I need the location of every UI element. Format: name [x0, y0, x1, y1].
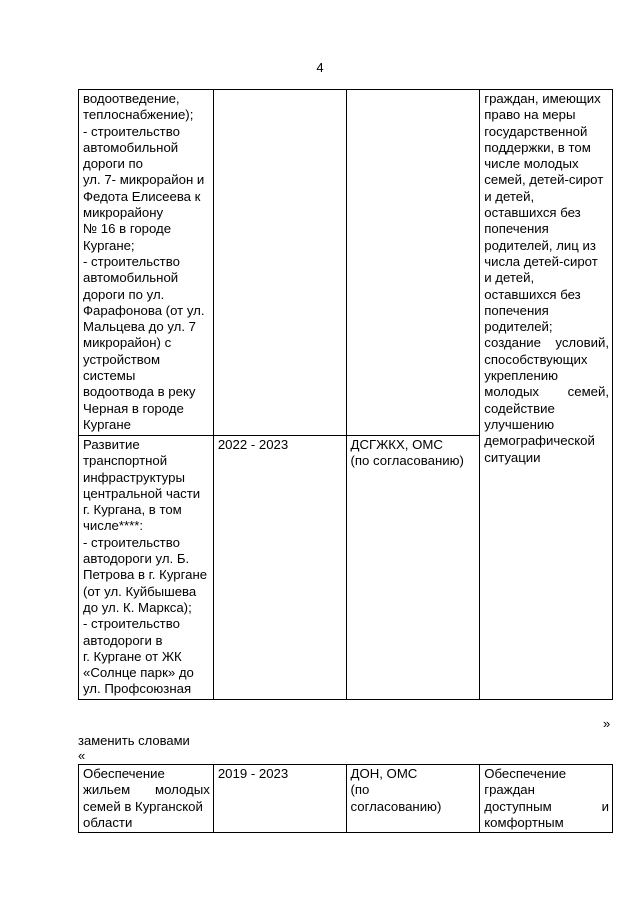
closing-quote: » [603, 716, 611, 731]
text-word: жильем [83, 782, 131, 798]
text-word: доступным [484, 798, 552, 814]
text-line: «Солнце парк» до [83, 665, 194, 681]
text-line: числа детей-сирот [484, 253, 598, 269]
result-text [484, 766, 609, 831]
text-word: создание [484, 335, 541, 351]
text-word: укреплению [484, 368, 559, 384]
replace-instruction [78, 733, 190, 763]
text-line: ДСГЖКХ, ОМС [350, 437, 443, 452]
text-line: автомобильной [83, 270, 179, 286]
text-line: теплоснабжение); [83, 107, 194, 123]
text-line [484, 352, 609, 368]
text-line: (по [350, 782, 370, 798]
executor-cell [346, 90, 480, 436]
text-line [484, 368, 609, 384]
result-cell [480, 90, 613, 700]
text-word: способствующих [484, 351, 588, 367]
measure-text [83, 437, 210, 698]
text-word: демографической [484, 433, 595, 449]
text-line: дороги по ул. [83, 286, 165, 302]
text-line: № 16 в городе [83, 221, 172, 237]
text-line: водоотвода в реку [83, 384, 196, 400]
text-word: и [601, 798, 609, 814]
text-line: и детей, [484, 188, 535, 204]
text-line: - строительство [83, 253, 180, 269]
replace-words: заменить словами [78, 733, 190, 748]
text-line: семей, детей-сирот [484, 172, 604, 188]
program-table-continued [78, 89, 613, 700]
executor-cell [346, 436, 480, 700]
measure-cell [79, 436, 214, 700]
text-word: Обеспечение [83, 766, 165, 781]
text-word: улучшению [484, 416, 555, 432]
opening-quote: « [78, 748, 86, 763]
text-word: семей, [567, 384, 609, 400]
text-line: инфраструктуры [83, 469, 185, 485]
text-line: право на меры [484, 107, 576, 123]
period-text: 2019 - 2023 [217, 766, 289, 781]
text-line: ДОН, ОМС [350, 766, 418, 781]
text-word: комфортным [484, 814, 564, 830]
text-line: родителей; [484, 319, 553, 335]
period-cell [213, 90, 346, 436]
text-line: граждан, имеющих [484, 91, 601, 106]
text-word: Обеспечение [484, 766, 567, 781]
text-word: содействие [484, 400, 555, 416]
text-line: - строительство [83, 534, 180, 550]
period-text: 2022 - 2023 [217, 437, 289, 452]
text-line: до ул. К. Маркса); [83, 599, 192, 615]
text-line: системы [83, 368, 136, 384]
text-line: центральной части [83, 485, 201, 501]
text-line: транспортной [83, 453, 168, 469]
text-word: молодых [155, 782, 210, 798]
table-row [79, 765, 613, 833]
text-word: ситуации [484, 449, 541, 465]
text-line: государственной [484, 123, 588, 139]
text-line: - строительство [83, 616, 180, 632]
text-line [484, 766, 609, 782]
text-line: оставшихся без [484, 286, 581, 302]
text-line: г. Кургане от ЖК [83, 648, 182, 664]
text-word: молодых [484, 384, 540, 400]
text-line: (от ул. Куйбышева [83, 583, 197, 599]
result-cell [480, 765, 613, 833]
text-line: числе молодых [484, 156, 579, 172]
text-line: Черная в городе [83, 400, 184, 416]
text-line: и детей, [484, 270, 535, 286]
executor-cell [346, 765, 480, 833]
text-line [484, 799, 609, 815]
text-line: попечения [484, 221, 549, 237]
measure-cell [79, 90, 214, 436]
text-line [484, 384, 609, 400]
text-line: автодороги ул. Б. [83, 551, 190, 567]
text-line: дороги по [83, 156, 144, 172]
table-row [79, 90, 613, 436]
text-line: г. Кургана, в том [83, 502, 182, 518]
text-line: автодороги в [83, 632, 163, 648]
period-cell [213, 765, 346, 833]
text-line [484, 450, 609, 466]
text-line: оставшихся без [484, 205, 581, 221]
text-line: микрорайону [83, 205, 164, 221]
page-number: 4 [316, 60, 324, 75]
text-line: ул. 7- микрорайон и [83, 172, 205, 188]
text-line [83, 766, 210, 782]
text-line: Кургане [83, 416, 131, 432]
text-line: Петрова в г. Кургане [83, 567, 208, 583]
text-line: Фарафонова (от ул. [83, 302, 205, 318]
text-line: попечения [484, 302, 549, 318]
text-line [83, 782, 210, 798]
text-word: области [83, 814, 133, 830]
measure-text [83, 766, 210, 831]
text-line: микрорайон) с [83, 335, 172, 351]
text-line: водоотведение, [83, 91, 180, 106]
measure-text [83, 91, 210, 433]
text-line [484, 417, 609, 433]
text-line [83, 799, 210, 815]
text-line: числе****: [83, 518, 144, 534]
text-word: условий, [555, 335, 609, 351]
text-line [484, 782, 609, 798]
text-line [484, 401, 609, 417]
text-line: родителей, лиц из [484, 237, 596, 253]
period-cell [213, 436, 346, 700]
text-line: устройством [83, 351, 161, 367]
text-line [484, 433, 609, 449]
text-word: семей в Курганской [83, 798, 203, 814]
measure-cell [79, 765, 214, 833]
executor-text [351, 766, 477, 815]
text-line: Развитие [83, 437, 140, 452]
text-line [83, 815, 210, 831]
text-word: граждан [484, 782, 535, 798]
text-line: Федота Елисеева к [83, 188, 201, 204]
result-text-justified [484, 335, 609, 465]
executor-text [351, 437, 477, 470]
text-line: согласованию) [350, 798, 442, 814]
result-text [484, 91, 609, 335]
text-line: (по согласованию) [350, 453, 464, 469]
text-line: Кургане; [83, 237, 135, 253]
text-line: ул. Профсоюзная [83, 681, 192, 697]
text-line: автомобильной [83, 139, 179, 155]
text-line [484, 335, 609, 351]
text-line [484, 815, 609, 831]
text-line: поддержки, в том [484, 139, 591, 155]
text-line: - строительство [83, 123, 180, 139]
text-line: Мальцева до ул. 7 [83, 319, 196, 335]
replacement-table [78, 764, 613, 833]
